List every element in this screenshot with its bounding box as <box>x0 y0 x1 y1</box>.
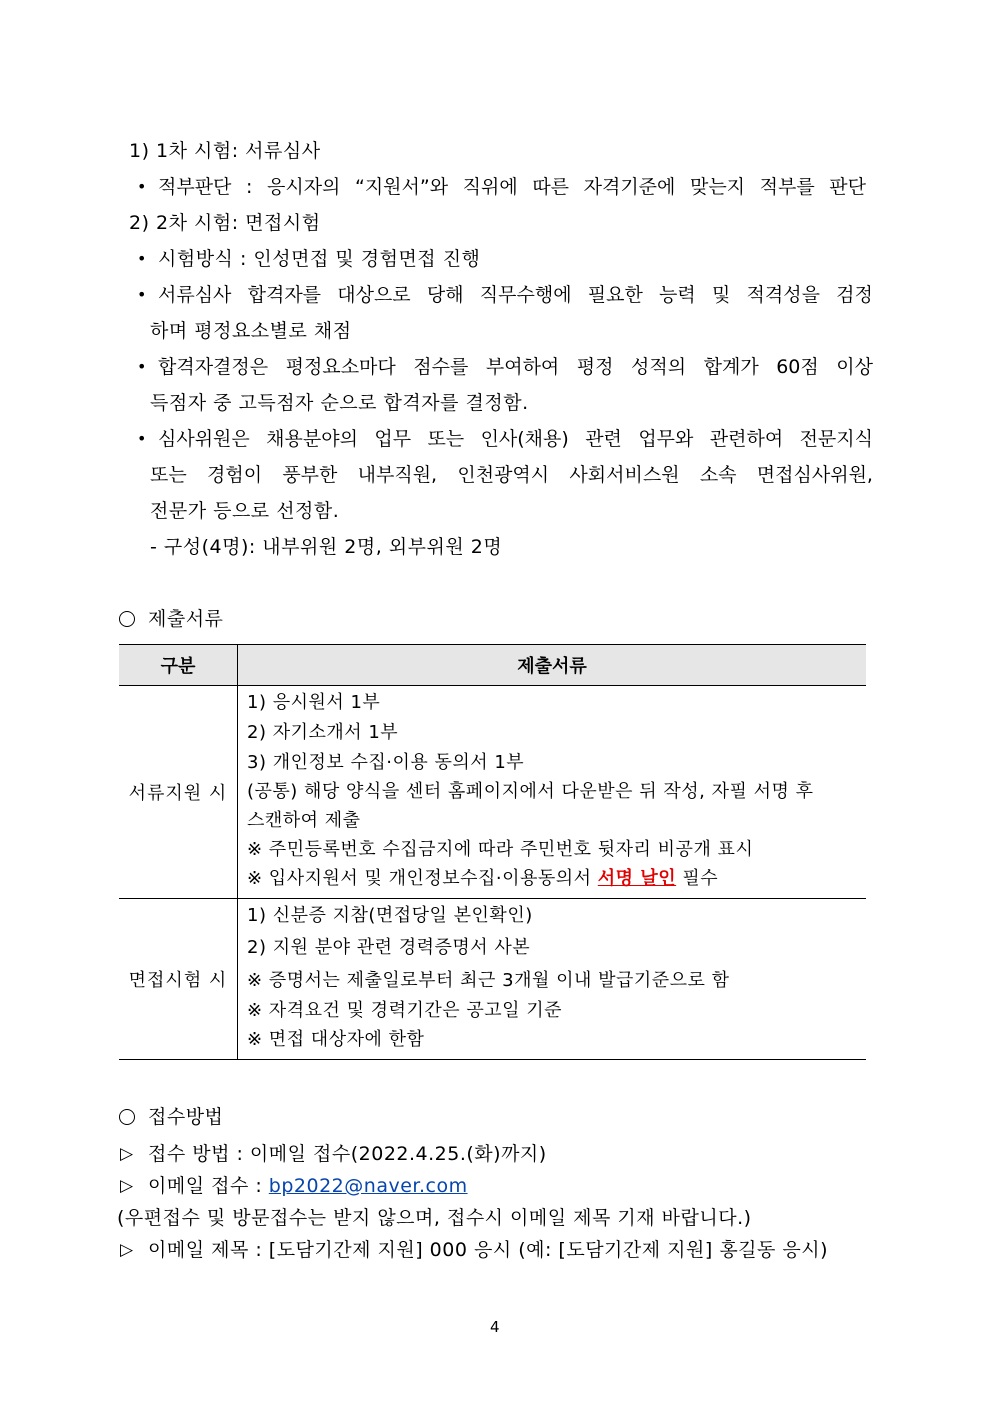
word: 합격자결정은 <box>158 356 269 378</box>
word: 점수를 <box>413 356 469 378</box>
note-prefix: ※ 입사지원서 및 개인정보수집·이용동의서 <box>247 868 598 889</box>
list-item: ※ 자격요건 및 경력기간은 공고일 기준 <box>247 1000 563 1021</box>
screening-text-line1 <box>158 283 873 307</box>
word: 및 <box>711 284 731 306</box>
bullet-icon: • <box>137 285 147 304</box>
word: 채용분야의 <box>266 428 358 450</box>
row-category: 면접시험 시 <box>119 899 238 1060</box>
word: 평정 <box>576 356 614 378</box>
word: 서류심사 <box>158 284 232 306</box>
word: 사회서비스원 <box>569 464 680 486</box>
header-documents: 제출서류 <box>238 645 867 686</box>
list-item: 2) 자기소개서 1부 <box>247 722 399 743</box>
word: 적부를 <box>759 176 815 198</box>
list-item: ※ 주민등록번호 수집금지에 따라 주민번호 뒷자리 비공개 표시 <box>247 839 754 860</box>
bullet-icon: • <box>137 249 147 268</box>
pass-decision-line1 <box>158 355 873 379</box>
examiner-line1 <box>158 427 873 451</box>
list-item: 스캔하여 제출 <box>247 810 361 831</box>
word: 적격성을 <box>746 284 820 306</box>
word: 내부직원, <box>357 464 438 486</box>
arrow-icon: ▷ <box>120 1176 134 1196</box>
word: 맞는지 <box>689 176 746 198</box>
arrow-icon: ▷ <box>120 1144 134 1164</box>
list-item: 1) 신분증 지참(면접당일 본인확인) <box>247 905 533 926</box>
word: 또는 <box>150 464 187 486</box>
word: 대상으로 <box>337 284 411 306</box>
list-item: 2) 지원 분야 관련 경력증명서 사본 <box>247 937 531 958</box>
bullet-icon: • <box>137 177 147 196</box>
documents-table <box>119 644 866 1060</box>
word: 관련하여 <box>709 428 784 450</box>
word: 경험이 <box>206 464 263 486</box>
email-subject: 이메일 제목 : [도담기간제 지원] 000 응시 (예: [도담기간제 지원] 홍길동 응시) <box>148 1239 829 1261</box>
exam-method-text: 시험방식 : 인성면접 및 경험면접 진행 <box>158 248 481 270</box>
word: 검정 <box>836 284 873 306</box>
examiner-composition: - 구성(4명): 내부위원 2명, 외부위원 2명 <box>150 536 503 558</box>
circle-bullet-icon <box>119 1109 135 1125</box>
email-label: 이메일 접수 : <box>148 1175 269 1197</box>
word: 업무 <box>374 428 412 450</box>
exam1-bullet-text <box>158 175 866 199</box>
exam1-heading: 1) 1차 시험: 서류심사 <box>129 140 321 162</box>
signature-emphasis: 서명 날인 <box>597 868 677 889</box>
word: 60점 <box>776 356 819 378</box>
word: “지원서”와 <box>354 176 449 198</box>
word: 소속 <box>699 464 737 486</box>
word: 적부판단 <box>158 176 232 198</box>
examiner-line2 <box>150 463 873 487</box>
documents-title: 제출서류 <box>148 608 224 630</box>
table-row <box>119 686 866 899</box>
word: 판단 <box>829 176 866 198</box>
note-suffix: 필수 <box>676 868 719 889</box>
reception-method: 접수 방법 : 이메일 접수(2022.4.25.(화)까지) <box>148 1143 547 1165</box>
word: 심사위원은 <box>158 428 250 450</box>
table-row <box>119 899 866 1060</box>
arrow-icon: ▷ <box>120 1240 134 1260</box>
list-item: 1) 응시원서 1부 <box>247 692 381 713</box>
bullet-icon: • <box>137 429 147 448</box>
list-item: (공통) 해당 양식을 센터 홈페이지에서 다운받은 뒤 작성, 자필 서명 후 <box>247 781 814 802</box>
word: 평정요소마다 <box>285 356 396 378</box>
row-category: 서류지원 시 <box>119 686 238 899</box>
word: 성적의 <box>631 356 687 378</box>
row-documents <box>238 686 867 899</box>
word: 직무수행에 <box>479 284 572 306</box>
word: 합격자를 <box>247 284 322 306</box>
word: 인사(채용) <box>480 428 569 450</box>
screening-text-line2: 하며 평정요소별로 채점 <box>150 320 352 342</box>
word: 합계가 <box>703 356 759 378</box>
header-category: 구분 <box>119 645 238 686</box>
word: 자격기준에 <box>583 176 676 198</box>
word: 직위에 <box>462 176 518 198</box>
word: 업무와 <box>638 428 694 450</box>
exam2-heading: 2) 2차 시험: 면접시험 <box>129 212 321 234</box>
pass-decision-line2: 득점자 중 고득점자 순으로 합격자를 결정함. <box>150 392 529 414</box>
list-item: 3) 개인정보 수집·이용 동의서 1부 <box>247 752 525 773</box>
word: 응시자의 <box>266 176 341 198</box>
word: 관련 <box>585 428 622 450</box>
word: 또는 <box>427 428 465 450</box>
list-item <box>247 867 718 891</box>
word: 인천광역시 <box>457 464 550 486</box>
word: 풍부한 <box>282 464 338 486</box>
list-item: ※ 면접 대상자에 한함 <box>247 1029 425 1050</box>
word: 면접심사위원, <box>756 464 873 486</box>
circle-bullet-icon <box>119 611 135 627</box>
reception-title: 접수방법 <box>148 1106 224 1128</box>
word: 부여하여 <box>485 356 560 378</box>
word: 능력 <box>659 284 696 306</box>
email-line <box>148 1174 468 1198</box>
email-link[interactable]: bp2022@naver.com <box>268 1175 468 1197</box>
word: 전문지식 <box>799 428 873 450</box>
bullet-icon: • <box>137 357 147 376</box>
page-number: 4 <box>490 1318 501 1336</box>
row-documents <box>238 899 867 1060</box>
reception-note: (우편접수 및 방문접수는 받지 않으며, 접수시 이메일 제목 기재 바랍니다.) <box>117 1207 752 1229</box>
word: 따른 <box>532 176 570 198</box>
word: 필요한 <box>587 284 643 306</box>
list-item: ※ 증명서는 제출일로부터 최근 3개월 이내 발급기준으로 함 <box>247 970 730 991</box>
word: 당해 <box>426 284 464 306</box>
examiner-line3: 전문가 등으로 선정함. <box>150 500 340 522</box>
word: 이상 <box>836 356 873 378</box>
word: : <box>246 176 253 198</box>
